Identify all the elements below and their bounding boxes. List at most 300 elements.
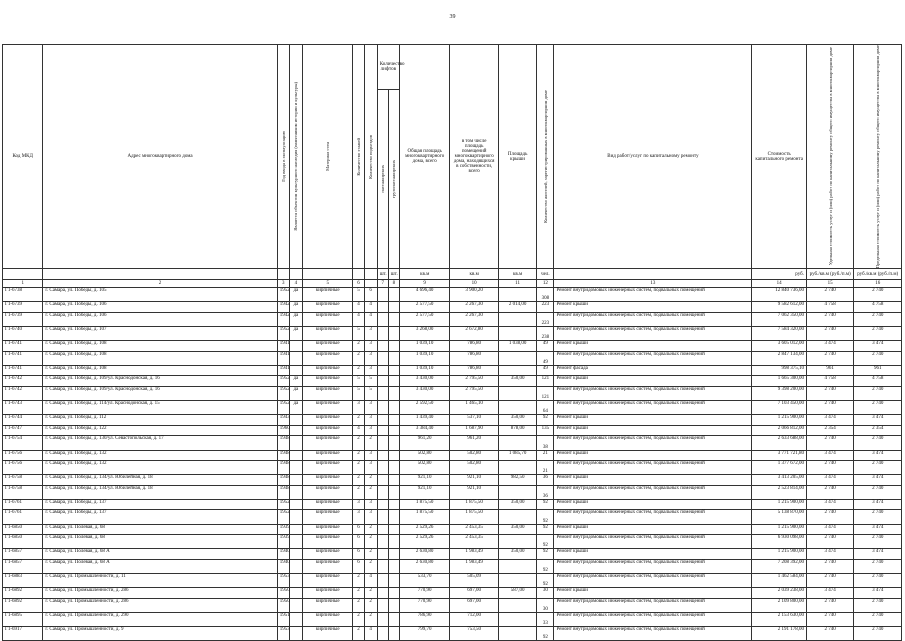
cell-residents: 92 xyxy=(537,415,554,426)
cell-residents: 121 xyxy=(537,376,554,387)
cell-area-roof xyxy=(498,386,536,400)
cell-area-total: 3 430,00 xyxy=(399,376,450,387)
table-row xyxy=(3,499,902,510)
cell-floors: 6 xyxy=(353,524,364,535)
cell-area-roof xyxy=(498,461,536,475)
cell-max-cost: 961 xyxy=(854,365,902,376)
cell-material: кирпичные xyxy=(302,461,353,475)
cell-residents: 21 xyxy=(537,461,554,475)
cell-unit-cost: 2 740 xyxy=(806,401,853,415)
cell-cost: 2 109 800,00 xyxy=(752,598,807,612)
cell-area-roof xyxy=(498,351,536,365)
cell-area-living: 1 465,10 xyxy=(450,401,498,415)
cell-max-cost: 3 474 xyxy=(854,499,902,510)
cell-cost: 2 633 688,00 xyxy=(752,436,807,450)
cell-max-cost: 2 740 xyxy=(854,327,902,341)
unit-area-living: кв.м xyxy=(450,269,498,280)
table-row xyxy=(3,461,902,475)
cell-area-living: 697,00 xyxy=(450,598,498,612)
cell-entrances: 4 xyxy=(364,573,377,587)
cell-area-total: 921,10 xyxy=(399,485,450,499)
cell-kod: Г1-6741 xyxy=(3,341,43,352)
cell-entrances: 3 xyxy=(364,415,377,426)
cell-lifts-cargo xyxy=(388,341,399,352)
cell-entrances: 2 xyxy=(364,549,377,560)
cell-work: Ремонт внутридомовых инженерных систем, подвальных помещений xyxy=(554,436,752,450)
cell-year: 1948 xyxy=(277,461,289,475)
cell-lifts-cargo xyxy=(388,365,399,376)
cell-lifts-cargo xyxy=(388,535,399,549)
header-entrances: Количество подъездов xyxy=(367,134,373,179)
cell-lifts-cargo xyxy=(388,436,399,450)
cell-floors: 2 xyxy=(353,475,364,486)
cell-unit-cost: 2 354 xyxy=(806,425,853,436)
cell-area-roof xyxy=(498,436,536,450)
cell-lifts-passenger xyxy=(377,559,388,573)
cell-year: 1948 xyxy=(277,475,289,486)
cell-work: Ремонт крыши xyxy=(554,524,752,535)
cell-area-roof xyxy=(498,598,536,612)
cell-year: 1952 xyxy=(277,376,289,387)
header-unit-cost: Удельная стоимость услуг и (или) работ по капитальному ремонту общего имущества в многоквартирном доме xyxy=(827,47,833,266)
table-row xyxy=(3,401,902,415)
cell-entrances: 2 xyxy=(364,612,377,626)
cell-work: Ремонт внутридомовых инженерных систем, подвальных помещений xyxy=(554,627,752,641)
cell-material: кирпичные xyxy=(302,485,353,499)
table-row xyxy=(3,612,902,626)
column-number: 11 xyxy=(498,280,536,288)
cell-year: 1953 xyxy=(277,627,289,641)
table-row xyxy=(3,376,902,387)
column-number: 6 xyxy=(353,280,364,288)
cell-entrances: 4 xyxy=(364,302,377,313)
capital-repair-table-container xyxy=(2,44,902,641)
header-address: Адрес многоквартирного дома xyxy=(43,45,277,269)
cell-area-total: 3 384,40 xyxy=(399,425,450,436)
cell-work: Ремонт крыши xyxy=(554,450,752,461)
cell-floors: 2 xyxy=(353,436,364,450)
cell-kod: Г1-6892 xyxy=(3,588,43,599)
cell-area-roof: 2 014,00 xyxy=(498,302,536,313)
cell-lifts-cargo xyxy=(388,524,399,535)
cell-unit-cost: 3 474 xyxy=(806,341,853,352)
cell-lifts-passenger xyxy=(377,436,388,450)
cell-unit-cost: 2 740 xyxy=(806,461,853,475)
cell-area-roof: 350,00 xyxy=(498,499,536,510)
cell-area-living: 961,20 xyxy=(450,436,498,450)
cell-material: кирпичные xyxy=(302,425,353,436)
cell-year: 1950 xyxy=(277,588,289,599)
cell-address: г. Самара, ул. Победы, д. 109/ул. Краснодонская, д. 16 xyxy=(43,386,277,400)
cell-material: кирпичные xyxy=(302,386,353,400)
cell-address: г. Самара, ул. Победы, д. 112 xyxy=(43,415,277,426)
cell-floors: 3 xyxy=(353,401,364,415)
cell-unit-cost: 3 474 xyxy=(806,549,853,560)
cell-lifts-passenger xyxy=(377,386,388,400)
table-row xyxy=(3,524,902,535)
cell-residents: 92 xyxy=(537,510,554,524)
cell-kod: Г1-6850 xyxy=(3,524,43,535)
table-row xyxy=(3,510,902,524)
cell-floors: 2 xyxy=(353,415,364,426)
cell-lifts-passenger xyxy=(377,499,388,510)
cell-entrances: 3 xyxy=(364,450,377,461)
cell-cost: 2 847 134,00 xyxy=(752,351,807,365)
cell-lifts-cargo xyxy=(388,549,399,560)
cell-material: кирпичные xyxy=(302,549,353,560)
cell-work: Ремонт крыши xyxy=(554,302,752,313)
cell-material: кирпичные xyxy=(302,627,353,641)
table-row xyxy=(3,415,902,426)
cell-residents: 33 xyxy=(537,612,554,626)
header-work: Вид работ/услуг по капитальному ремонту xyxy=(554,45,752,269)
unit-residents: чел. xyxy=(537,269,554,280)
cell-lifts-passenger xyxy=(377,588,388,599)
cell-residents: 308 xyxy=(537,288,554,302)
cell-area-living: 1 983,49 xyxy=(450,559,498,573)
cell-area-roof xyxy=(498,288,536,302)
cell-kod: Г1-6857 xyxy=(3,559,43,573)
cell-unit-cost: 2 740 xyxy=(806,327,853,341)
cell-unit-cost: 4 758 xyxy=(806,376,853,387)
cell-year: 1960 xyxy=(277,425,289,436)
column-number: 15 xyxy=(806,280,853,288)
cell-kod: Г1-6895 xyxy=(3,612,43,626)
cell-residents: 49 xyxy=(537,341,554,352)
cell-area-total: 2 577,50 xyxy=(399,302,450,313)
cell-residents: 92 xyxy=(537,549,554,560)
cell-floors: 2 xyxy=(353,341,364,352)
column-number: 14 xyxy=(752,280,807,288)
cell-material: кирпичные xyxy=(302,376,353,387)
cell-lifts-passenger xyxy=(377,288,388,302)
unit-lifts-passenger: шт. xyxy=(377,269,388,280)
cell-material: кирпичные xyxy=(302,327,353,341)
cell-residents: 38 xyxy=(537,436,554,450)
cell-max-cost: 3 474 xyxy=(854,524,902,535)
cell-year: 1941 xyxy=(277,365,289,376)
cell-lifts-cargo xyxy=(388,499,399,510)
cell-area-roof xyxy=(498,485,536,499)
cell-area-living: 2 453,35 xyxy=(450,524,498,535)
header-area-living: в том числе площадь помещений многоквартирного дома, находящихся в собственности, всего xyxy=(450,45,498,269)
cell-area-living: 2 795,50 xyxy=(450,386,498,400)
cell-work: Ремонт внутридомовых инженерных систем, подвальных помещений xyxy=(554,485,752,499)
cell-area-living: 2 453,35 xyxy=(450,535,498,549)
cell-entrances: 2 xyxy=(364,598,377,612)
cell-heritage xyxy=(289,510,302,524)
cell-address: г. Самара, ул. Победы, д. 130/ул. Севастопольская, д. 17 xyxy=(43,436,277,450)
cell-cost: 1 215 900,00 xyxy=(752,499,807,510)
cell-heritage xyxy=(289,559,302,573)
cell-heritage: да xyxy=(289,312,302,326)
cell-unit-cost: 2 740 xyxy=(806,351,853,365)
cell-max-cost: 2 740 xyxy=(854,510,902,524)
cell-work: Ремонт крыши xyxy=(554,341,752,352)
cell-area-roof xyxy=(498,627,536,641)
cell-max-cost: 4 758 xyxy=(854,302,902,313)
cell-max-cost: 2 740 xyxy=(854,485,902,499)
header-floors: Количество этажей xyxy=(355,137,361,176)
cell-residents: 92 xyxy=(537,499,554,510)
header-year: Год ввода в эксплуатацию xyxy=(280,131,286,182)
cell-work: Ремонт внутридомовых инженерных систем, подвальных помещений xyxy=(554,312,752,326)
cell-cost: 1 215 900,00 xyxy=(752,549,807,560)
cell-work: Ремонт крыши xyxy=(554,499,752,510)
table-row xyxy=(3,351,902,365)
cell-address: г. Самара, ул. Полевая, д. 68 xyxy=(43,535,277,549)
cell-address: г. Самара, ул. Промышленности, д. 286 xyxy=(43,588,277,599)
cell-work: Ремонт крыши xyxy=(554,415,752,426)
cell-year: 1948 xyxy=(277,450,289,461)
cell-material: кирпичные xyxy=(302,288,353,302)
cell-year: 1952 xyxy=(277,288,289,302)
cell-address: г. Самара, ул. Победы, д. 108 xyxy=(43,341,277,352)
column-number: 7 xyxy=(377,280,388,288)
cell-lifts-passenger xyxy=(377,549,388,560)
cell-cost: 2 523 814,00 xyxy=(752,485,807,499)
header-area-roof: Площадь крыши xyxy=(498,45,536,269)
cell-kod: Г1-6740 xyxy=(3,327,43,341)
cell-floors: 2 xyxy=(353,627,364,641)
cell-area-living: 1 875,50 xyxy=(450,510,498,524)
cell-lifts-cargo xyxy=(388,461,399,475)
cell-max-cost: 3 474 xyxy=(854,475,902,486)
cell-material: кирпичные xyxy=(302,302,353,313)
cell-lifts-cargo xyxy=(388,485,399,499)
cell-heritage xyxy=(289,475,302,486)
cell-year: 1952 xyxy=(277,401,289,415)
cell-work: Ремонт внутридомовых инженерных систем, подвальных помещений xyxy=(554,351,752,365)
cell-residents: 92 xyxy=(537,573,554,587)
cell-lifts-cargo xyxy=(388,351,399,365)
cell-kod: Г1-6741 xyxy=(3,351,43,365)
cell-address: г. Самара, ул. Полевая, д. 68 А xyxy=(43,549,277,560)
cell-kod: Г1-6744 xyxy=(3,415,43,426)
cell-unit-cost: 2 740 xyxy=(806,612,853,626)
cell-address: г. Самара, ул. Победы, д. 122 xyxy=(43,425,277,436)
cell-residents: 36 xyxy=(537,485,554,499)
cell-entrances: 3 xyxy=(364,401,377,415)
cell-area-living: 502,80 xyxy=(450,450,498,461)
cell-unit-cost: 2 740 xyxy=(806,598,853,612)
cell-kod: Г1-6758 xyxy=(3,485,43,499)
cell-cost: 6 930 098,00 xyxy=(752,535,807,549)
cell-year: 1948 xyxy=(277,485,289,499)
cell-unit-cost: 4 758 xyxy=(806,302,853,313)
cell-floors: 6 xyxy=(353,549,364,560)
column-number: 12 xyxy=(537,280,554,288)
cell-max-cost: 2 740 xyxy=(854,401,902,415)
cell-unit-cost: 3 474 xyxy=(806,499,853,510)
cell-year: 1952 xyxy=(277,386,289,400)
cell-floors: 5 xyxy=(353,386,364,400)
table-row xyxy=(3,327,902,341)
cell-floors: 4 xyxy=(353,302,364,313)
cell-max-cost: 2 354 xyxy=(854,425,902,436)
header-heritage: Является объектом культурного наследия (памятником истории и культуры) xyxy=(293,82,299,231)
cell-area-roof xyxy=(498,535,536,549)
unit-cost: руб. xyxy=(752,269,807,280)
column-number: 2 xyxy=(43,280,277,288)
cell-max-cost: 3 474 xyxy=(854,549,902,560)
cell-cost: 7 103 450,00 xyxy=(752,401,807,415)
cell-entrances: 2 xyxy=(364,475,377,486)
cell-material: кирпичные xyxy=(302,499,353,510)
cell-material: кирпичные xyxy=(302,588,353,599)
cell-lifts-passenger xyxy=(377,475,388,486)
cell-work: Ремонт внутридомовых инженерных систем, подвальных помещений xyxy=(554,510,752,524)
table-row xyxy=(3,425,902,436)
cell-unit-cost: 2 740 xyxy=(806,485,853,499)
table-row xyxy=(3,475,902,486)
cell-cost: 2 066 812,00 xyxy=(752,425,807,436)
cell-entrances: 5 xyxy=(364,386,377,400)
cell-address: г. Самара, ул. Полевая, д. 68 xyxy=(43,524,277,535)
column-number: 13 xyxy=(554,280,752,288)
cell-address: г. Самара, ул. Победы, д. 108 xyxy=(43,365,277,376)
table-body xyxy=(3,288,902,641)
cell-max-cost: 2 740 xyxy=(854,559,902,573)
cell-heritage xyxy=(289,598,302,612)
cell-max-cost: 3 474 xyxy=(854,588,902,599)
cell-area-roof: 350,00 xyxy=(498,524,536,535)
cell-area-total: 1 875,50 xyxy=(399,499,450,510)
cell-kod: Г1-6741 xyxy=(3,365,43,376)
cell-floors: 2 xyxy=(353,365,364,376)
cell-heritage xyxy=(289,499,302,510)
cell-max-cost: 2 740 xyxy=(854,436,902,450)
cell-area-total: 1 039,10 xyxy=(399,365,450,376)
cell-kod: Г1-6857 xyxy=(3,549,43,560)
cell-year: 1940 xyxy=(277,549,289,560)
cell-heritage xyxy=(289,425,302,436)
cell-area-total: 3 430,00 xyxy=(399,386,450,400)
cell-work: Ремонт внутридомовых инженерных систем, подвальных помещений xyxy=(554,386,752,400)
cell-max-cost: 2 740 xyxy=(854,627,902,641)
cell-material: кирпичные xyxy=(302,401,353,415)
column-number: 3 xyxy=(277,280,289,288)
cell-floors: 3 xyxy=(353,510,364,524)
cell-work: Ремонт внутридомовых инженерных систем, подвальных помещений xyxy=(554,401,752,415)
cell-max-cost: 2 740 xyxy=(854,535,902,549)
column-numbers-row xyxy=(3,280,902,288)
cell-floors: 6 xyxy=(353,535,364,549)
cell-lifts-cargo xyxy=(388,510,399,524)
cell-year: 1951 xyxy=(277,612,289,626)
cell-year: 1952 xyxy=(277,510,289,524)
cell-heritage: да xyxy=(289,386,302,400)
cell-lifts-passenger xyxy=(377,425,388,436)
cell-max-cost: 2 740 xyxy=(854,351,902,365)
cell-entrances: 5 xyxy=(364,376,377,387)
cell-area-living: 502,80 xyxy=(450,461,498,475)
cell-floors: 5 xyxy=(353,376,364,387)
cell-area-roof: 982,50 xyxy=(498,475,536,486)
cell-year: 1941 xyxy=(277,351,289,365)
cell-unit-cost: 3 474 xyxy=(806,475,853,486)
column-number: 16 xyxy=(854,280,902,288)
cell-heritage xyxy=(289,415,302,426)
cell-residents: 64 xyxy=(537,401,554,415)
cell-heritage: да xyxy=(289,401,302,415)
cell-lifts-passenger xyxy=(377,341,388,352)
cell-kod: Г1-6761 xyxy=(3,499,43,510)
cell-max-cost: 2 740 xyxy=(854,312,902,326)
table-row xyxy=(3,535,902,549)
cell-unit-cost: 2 740 xyxy=(806,312,853,326)
cell-area-total: 799,70 xyxy=(399,627,450,641)
cell-material: кирпичные xyxy=(302,365,353,376)
cell-floors: 2 xyxy=(353,598,364,612)
cell-residents: 49 xyxy=(537,351,554,365)
cell-floors: 5 xyxy=(353,327,364,341)
cell-lifts-cargo xyxy=(388,573,399,587)
column-number: 10 xyxy=(450,280,498,288)
cell-cost: 9 582 612,00 xyxy=(752,302,807,313)
header-lifts-passenger: пассажирских xyxy=(380,165,386,193)
unit-lifts-cargo: шт. xyxy=(388,269,399,280)
cell-material: кирпичные xyxy=(302,450,353,461)
cell-residents: 92 xyxy=(537,535,554,549)
cell-cost: 5 138 870,00 xyxy=(752,510,807,524)
unit-area-total: кв.м xyxy=(399,269,450,280)
cell-unit-cost: 961 xyxy=(806,365,853,376)
cell-kod: Г1-6917 xyxy=(3,627,43,641)
cell-material: кирпичные xyxy=(302,510,353,524)
cell-material: кирпичные xyxy=(302,436,353,450)
cell-area-living: 1 983,49 xyxy=(450,549,498,560)
cell-unit-cost: 3 474 xyxy=(806,524,853,535)
cell-material: кирпичные xyxy=(302,415,353,426)
cell-entrances: 3 xyxy=(364,510,377,524)
cell-heritage xyxy=(289,365,302,376)
cell-year: 1942 xyxy=(277,312,289,326)
cell-area-total: 2 630,80 xyxy=(399,549,450,560)
table-row xyxy=(3,365,902,376)
cell-unit-cost: 2 740 xyxy=(806,436,853,450)
cell-residents: 92 xyxy=(537,627,554,641)
header-material: Материал стен xyxy=(325,142,331,172)
cell-floors: 2 xyxy=(353,588,364,599)
cell-kod: Г1-6743 xyxy=(3,401,43,415)
cell-year: 1952 xyxy=(277,327,289,341)
cell-address: г. Самара, ул. Победы, д. 137 xyxy=(43,510,277,524)
cell-cost: 1 377 672,00 xyxy=(752,461,807,475)
cell-lifts-cargo xyxy=(388,559,399,573)
cell-year: 1939 xyxy=(277,524,289,535)
cell-address: г. Самара, ул. Победы, д. 137 xyxy=(43,499,277,510)
cell-max-cost: 2 740 xyxy=(854,598,902,612)
cell-residents: 135 xyxy=(537,425,554,436)
cell-floors: 4 xyxy=(353,425,364,436)
table-row xyxy=(3,312,902,326)
cell-area-living: 753,50 xyxy=(450,627,498,641)
page-number: 39 xyxy=(449,14,456,20)
cell-kod: Г1-6756 xyxy=(3,450,43,461)
cell-cost: 7 062 350,00 xyxy=(752,312,807,326)
cell-work: Ремонт крыши xyxy=(554,425,752,436)
cell-residents: 223 xyxy=(537,302,554,313)
cell-cost: 2 153 630,00 xyxy=(752,612,807,626)
table-row xyxy=(3,549,902,560)
cell-lifts-passenger xyxy=(377,415,388,426)
cell-area-roof xyxy=(498,365,536,376)
cell-heritage: да xyxy=(289,376,302,387)
cell-heritage xyxy=(289,485,302,499)
cell-residents: 21 xyxy=(537,450,554,461)
cell-floors: 2 xyxy=(353,351,364,365)
